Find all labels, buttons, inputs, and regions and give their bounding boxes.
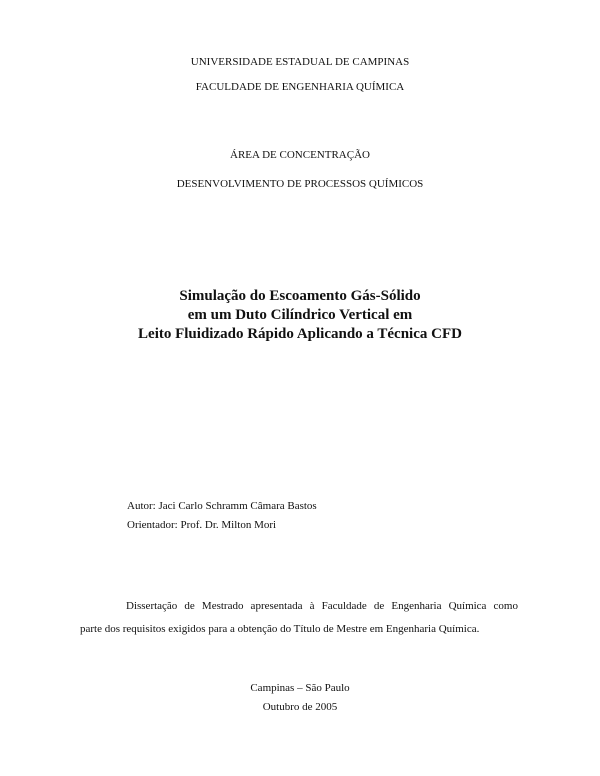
title-line-3: Leito Fluidizado Rápido Aplicando a Técnica CFD bbox=[138, 326, 462, 342]
description-line-2: parte dos requisitos exigidos para a obtenção do Título de Mestre em Engenharia Química. bbox=[80, 623, 480, 635]
concentration-value: DESENVOLVIMENTO DE PROCESSOS QUÍMICOS bbox=[176, 178, 424, 190]
title-line-2: em um Duto Cilíndrico Vertical em bbox=[187, 307, 413, 323]
concentration-label: ÁREA DE CONCENTRAÇÃO bbox=[230, 149, 370, 161]
faculty-name: FACULDADE DE ENGENHARIA QUÍMICA bbox=[195, 81, 405, 93]
description-line-1: Dissertação de Mestrado apresentada à Faculdade de Engenharia Química como bbox=[126, 600, 518, 612]
title-line-1: Simulação do Escoamento Gás-Sólido bbox=[179, 288, 421, 304]
location-line: Campinas – São Paulo bbox=[250, 682, 350, 694]
university-name: UNIVERSIDADE ESTADUAL DE CAMPINAS bbox=[190, 56, 410, 68]
advisor-line: Orientador: Prof. Dr. Milton Mori bbox=[127, 519, 277, 531]
author-line: Autor: Jaci Carlo Schramm Câmara Bastos bbox=[127, 500, 317, 512]
date-line: Outubro de 2005 bbox=[262, 701, 338, 713]
